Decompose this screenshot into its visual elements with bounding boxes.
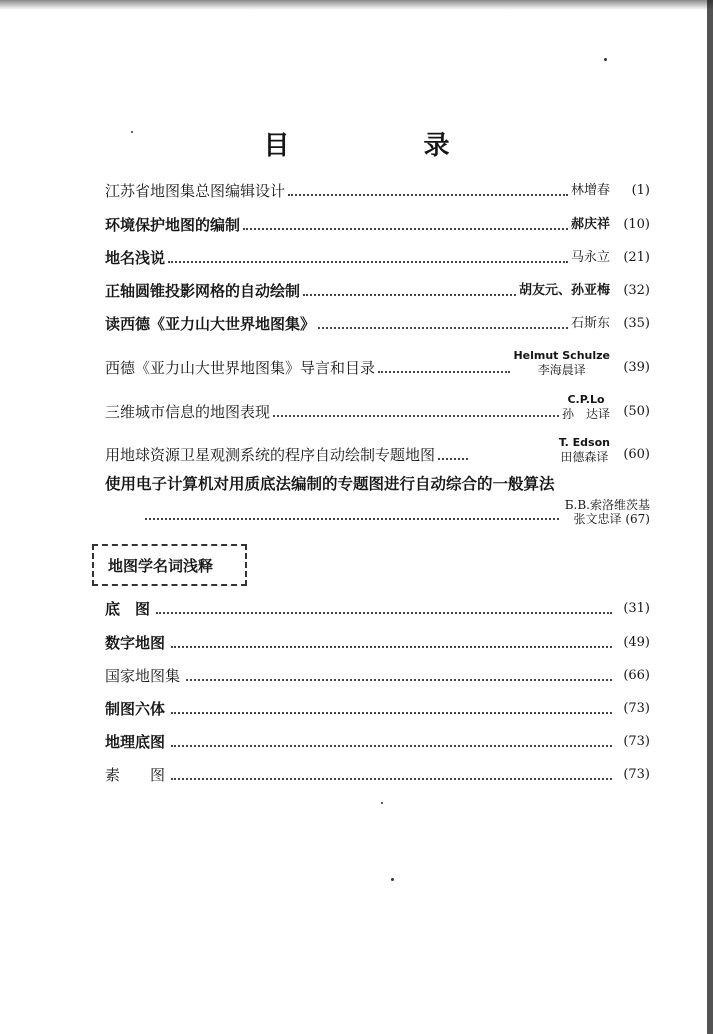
glossary-page: (73) [623, 734, 650, 749]
toc-entry-author [562, 393, 610, 421]
glossary-entry[interactable] [105, 766, 650, 784]
toc-entry[interactable] [105, 315, 650, 333]
glossary-page: (66) [623, 668, 650, 683]
leader-dots [145, 518, 559, 520]
leader-dots [186, 679, 612, 681]
toc-entry-author: 马永立 [570, 250, 610, 265]
glossary-term: 制图六体 [105, 700, 166, 718]
toc-entry-page: (35) [623, 316, 650, 331]
scan-speck [391, 878, 394, 881]
toc-entry-title: 使用电子计算机对用质底法编制的专题图进行自动综合的一般算法 [105, 474, 555, 493]
toc-entry[interactable] [105, 349, 650, 377]
toc-entry-page: (60) [623, 447, 650, 462]
scan-speck [381, 802, 383, 804]
translator-name: 孙 达译 [561, 407, 610, 421]
leader-dots [168, 261, 568, 263]
leader-dots [273, 415, 559, 417]
toc-entry-page: (32) [623, 283, 650, 298]
toc-entry-title: 环境保护地图的编制 [105, 216, 241, 234]
translator-name: 李海晨译 [537, 363, 586, 377]
leader-dots [243, 228, 568, 230]
glossary-page: (73) [623, 701, 650, 716]
author-name: T. Edson [558, 436, 610, 449]
glossary-term: 国家地图集 [105, 667, 181, 685]
toc-entry-page: (10) [623, 217, 650, 232]
leader-dots [288, 194, 568, 196]
author-name: Б.В.索洛维茨基 [564, 498, 650, 512]
toc-entry[interactable] [105, 182, 650, 200]
leader-dots [156, 612, 612, 614]
toc-entry[interactable] [105, 282, 650, 300]
glossary-entry[interactable] [105, 634, 650, 652]
page-title: 目 录 [263, 131, 504, 161]
toc-entry-title: 用地球资源卫星观测系统的程序自动绘制专题地图 [105, 446, 436, 464]
toc-entry[interactable] [105, 216, 650, 234]
toc-entry-author [559, 436, 610, 464]
toc-entry-page: (50) [623, 404, 650, 419]
leader-dots [171, 778, 612, 780]
glossary-entry[interactable] [105, 733, 650, 751]
toc-entry[interactable] [105, 393, 650, 421]
scan-edge-top [0, 0, 713, 10]
translator-name: 田德森译 [560, 450, 609, 464]
glossary-entry[interactable] [105, 700, 650, 718]
toc-entry-title: 读西德《亚力山大世界地图集》 [105, 315, 316, 333]
toc-entry-author: 胡友元、孙亚梅 [518, 283, 610, 298]
leader-dots [438, 458, 468, 460]
toc-entry-page: (1) [631, 183, 650, 198]
toc-entry-page: (21) [623, 250, 650, 265]
toc-entry[interactable] [105, 436, 650, 464]
author-name: Helmut Schulze [513, 349, 610, 362]
leader-dots [303, 294, 516, 296]
toc-entry-author [513, 349, 610, 377]
scan-speck [604, 58, 607, 61]
toc-entry-author: 林增春 [570, 183, 610, 198]
toc-entry-author: 郝庆祥 [570, 217, 610, 232]
glossary-heading: 地图学名词浅释 [108, 556, 214, 575]
leader-dots [171, 745, 612, 747]
glossary-page: (31) [623, 601, 650, 616]
toc-entry-title: 江苏省地图集总图编辑设计 [105, 182, 286, 200]
glossary-term: 底 图 [105, 600, 151, 618]
toc-entry[interactable] [105, 472, 650, 532]
toc-entry-page: (67) [625, 512, 650, 526]
author-name: C.P.Lo [567, 393, 605, 406]
glossary-term: 素 图 [105, 766, 166, 784]
glossary-heading-box [92, 544, 247, 586]
glossary-page: (49) [623, 635, 650, 650]
toc-entry-title: 地名浅说 [105, 249, 166, 267]
translator-name: 张文忠译 [573, 512, 622, 526]
leader-dots [318, 327, 568, 329]
glossary-term: 地理底图 [105, 733, 166, 751]
toc-entry-title: 三维城市信息的地图表现 [105, 403, 271, 421]
leader-dots [171, 646, 612, 648]
toc-entry-title: 西德《亚力山大世界地图集》导言和目录 [105, 359, 376, 377]
glossary-entry[interactable] [105, 667, 650, 685]
toc-entry-author: 石斯东 [570, 316, 610, 331]
toc-entry-page: (39) [623, 360, 650, 375]
glossary-term: 数字地图 [105, 634, 166, 652]
leader-dots [378, 371, 510, 373]
toc-entry[interactable] [105, 249, 650, 267]
toc-entry-title: 正轴圆锥投影网格的自动绘制 [105, 282, 301, 300]
glossary-page: (73) [623, 767, 650, 782]
toc-entry-author [565, 498, 650, 526]
glossary-entry[interactable] [105, 600, 650, 618]
leader-dots [171, 712, 612, 714]
